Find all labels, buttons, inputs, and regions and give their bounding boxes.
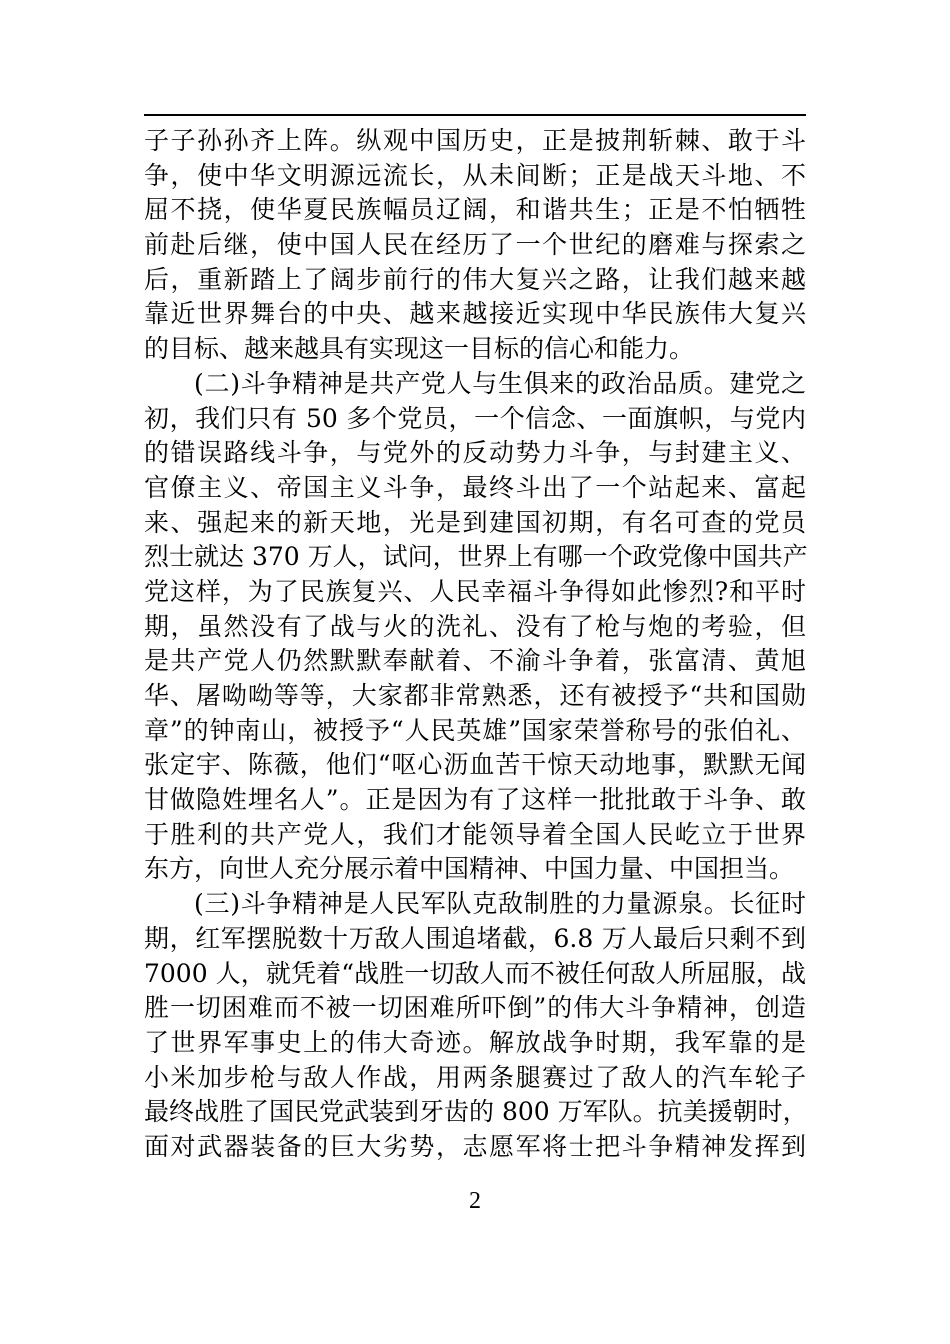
text-line: 的错误路线斗争，与党外的反动势力斗争，与封建主义、 [144, 438, 806, 468]
text-line: 期，虽然没有了战与火的洗礼、没有了枪与炮的考验，但 [144, 611, 806, 641]
text-line: 子子孙孙齐上阵。纵观中国历史，正是披荆斩棘、敢于斗 [144, 126, 806, 155]
text-line: 是共产党人仍然默默奉献着、不渝斗争着，张富清、黄旭 [144, 646, 806, 676]
text-line: 官僚主义、帝国主义斗争，最终斗出了一个站起来、富起 [144, 472, 806, 502]
header-rule [144, 114, 806, 116]
text-line: 靠近世界舞台的中央、越来越接近实现中华民族伟大复兴 [144, 299, 806, 329]
text-line: (三)斗争精神是人民军队克敌制胜的力量源泉。长征时 [194, 889, 806, 919]
text-line: 期，红军摆脱数十万敌人围追堵截，6.8 万人最后只剩不到 [144, 923, 806, 953]
text-line: 章”的钟南山，被授予“人民英雄”国家荣誉称号的张伯礼、 [144, 715, 806, 745]
text-line: 初，我们只有 50 多个党员，一个信念、一面旗帜，与党内 [144, 403, 806, 433]
paragraph-2 [144, 367, 806, 887]
text-line: 来、强起来的新天地，光是到建国初期，有名可查的党员 [144, 507, 806, 537]
text-line: 小米加步枪与敌人作战，用两条腿赛过了敌人的汽车轮子 [144, 1062, 806, 1092]
text-line: 最终战胜了国民党武装到牙齿的 800 万军队。抗美援朝时， [144, 1097, 808, 1127]
text-line: (二)斗争精神是共产党人与生俱来的政治品质。建党之 [194, 368, 806, 398]
text-line: 争，使中华文明源远流长，从未间断；正是战天斗地、不 [144, 160, 806, 190]
text-line: 于胜利的共产党人，我们才能领导着全国人民屹立于世界 [144, 819, 806, 849]
text-line: 东方，向世人充分展示着中国精神、中国力量、中国担当。 [144, 854, 795, 884]
text-line: 胜一切困难而不被一切困难所吓倒”的伟大斗争精神，创造 [144, 993, 806, 1023]
text-line: 前赴后继，使中国人民在经历了一个世纪的磨难与探索之 [144, 230, 806, 260]
page-number: 2 [469, 1188, 481, 1214]
text-line: 面对武器装备的巨大劣势，志愿军将士把斗争精神发挥到 [144, 1131, 806, 1161]
text-line: 华、屠呦呦等等，大家都非常熟悉，还有被授予“共和国勋 [144, 681, 806, 710]
text-line: 后，重新踏上了阔步前行的伟大复兴之路，让我们越来越 [144, 264, 806, 294]
text-line: 的目标、越来越具有实现这一目标的信心和能力。 [144, 334, 695, 364]
text-line: 张定宇、陈薇，他们“呕心沥血苦干惊天动地事，默默无闻 [144, 750, 806, 780]
text-line: 了世界军事史上的伟大奇迹。解放战争时期，我军靠的是 [144, 1027, 806, 1057]
text-line: 烈士就达 370 万人，试问，世界上有哪一个政党像中国共产 [144, 542, 808, 572]
paragraph-1 [144, 124, 806, 367]
text-line: 甘做隐姓埋名人”。正是因为有了这样一批批敢于斗争、敢 [144, 785, 806, 815]
body-text [144, 124, 806, 1165]
text-line: 7000 人，就凭着“战胜一切敌人而不被任何敌人所屈服，战 [144, 958, 806, 988]
text-line: 党这样，为了民族复兴、人民幸福斗争得如此惨烈?和平时 [144, 576, 806, 606]
paragraph-3 [144, 887, 806, 1165]
text-line: 屈不挠，使华夏民族幅员辽阔，和谐共生；正是不怕牺牲 [144, 195, 806, 225]
